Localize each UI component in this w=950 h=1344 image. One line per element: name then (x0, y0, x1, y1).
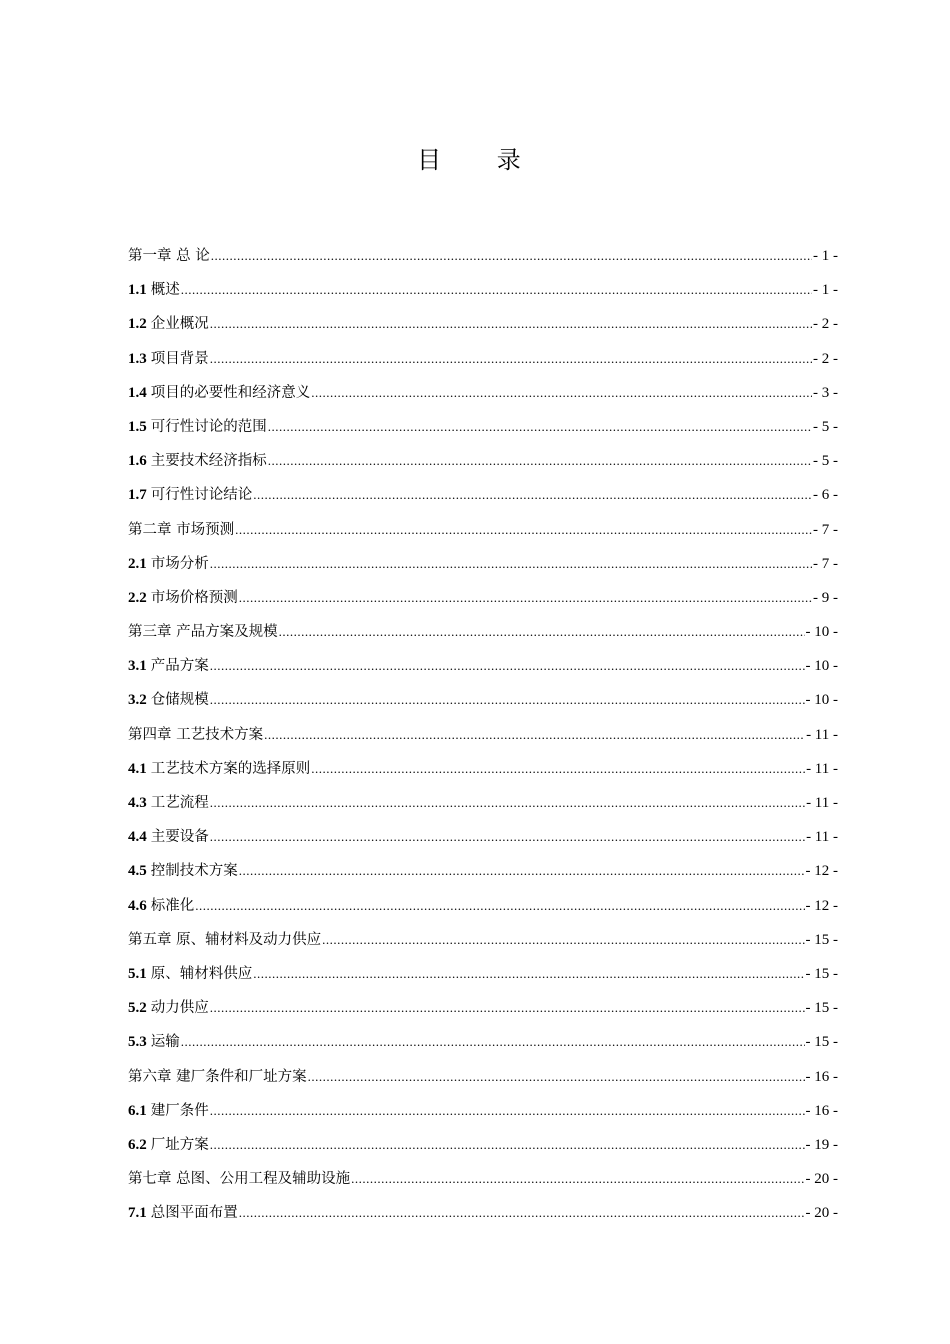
toc-entry-text: 仓储规模 (150, 692, 209, 709)
toc-entry-page: - 16 - (805, 1068, 838, 1085)
toc-dot-leader (322, 923, 804, 957)
toc-entry-page: - 15 - (805, 965, 838, 982)
toc-entry-text: 动力供应 (150, 1000, 209, 1017)
toc-dot-leader (311, 376, 812, 410)
toc-entry-number: 1.7 (128, 487, 147, 504)
toc-entry-text: 第六章 建厂条件和厂址方案 (128, 1068, 307, 1085)
toc-entry-number: 5.3 (128, 1034, 147, 1051)
toc-entry-text: 第五章 原、辅材料及动力供应 (128, 931, 322, 948)
toc-dot-leader (210, 991, 805, 1025)
toc-entry-page: - 6 - (813, 487, 838, 504)
toc-entry[interactable] (128, 649, 838, 683)
toc-entry-text: 工艺流程 (150, 795, 209, 811)
toc-entry-text: 原、辅材料供应 (150, 965, 253, 982)
toc-entry-page: - 10 - (805, 658, 838, 675)
toc-entry-text: 第一章 总 论 (128, 248, 210, 264)
toc-entry-number: 2.2 (128, 589, 147, 606)
toc-entry-text: 建厂条件 (150, 1102, 209, 1119)
toc-dot-leader (264, 718, 805, 752)
toc-dot-leader (239, 581, 812, 615)
toc-dot-leader (239, 1196, 805, 1230)
toc-entry-number: 2.1 (128, 555, 147, 572)
toc-entry-page: - 5 - (813, 453, 838, 470)
toc-entry-number: 1.4 (128, 384, 147, 401)
toc-entry-page: - 16 - (805, 1102, 838, 1119)
toc-entry-number: 1.6 (128, 453, 147, 470)
toc-entry[interactable] (128, 581, 838, 615)
toc-entry-text: 工艺技术方案的选择原则 (150, 760, 311, 777)
toc-dot-leader (253, 957, 804, 991)
toc-entry-number: 1.2 (128, 316, 147, 333)
toc-dot-leader (308, 1060, 805, 1094)
toc-dot-leader (210, 1128, 805, 1162)
toc-entry[interactable] (128, 889, 838, 923)
toc-entry-page: - 12 - (805, 897, 838, 914)
toc-entry[interactable] (128, 1025, 838, 1059)
toc-entry-page: - 11 - (806, 726, 838, 743)
toc-entry-number: 5.2 (128, 1000, 147, 1017)
toc-entry[interactable] (128, 1196, 838, 1230)
toc-dot-leader (268, 410, 812, 444)
toc-dot-leader (253, 478, 812, 512)
toc-entry-number: 6.2 (128, 1136, 147, 1153)
toc-entry-page: - 15 - (805, 931, 838, 948)
toc-entry-page: - 10 - (805, 692, 838, 709)
toc-entry-page: - 1 - (813, 248, 838, 264)
toc-entry-page: - 20 - (805, 1171, 838, 1188)
toc-entry-text: 第三章 产品方案及规模 (128, 624, 278, 641)
toc-entry-number: 1.5 (128, 418, 147, 435)
toc-entry-text: 主要技术经济指标 (150, 453, 267, 470)
toc-entry-page: - 20 - (805, 1205, 838, 1222)
toc-entry-text: 标准化 (150, 897, 195, 914)
toc-entry-text: 项目的必要性和经济意义 (150, 384, 311, 401)
toc-dot-leader (210, 820, 805, 854)
toc-entry-text: 产品方案 (150, 658, 209, 675)
toc-dot-leader (311, 752, 805, 786)
toc-entry[interactable] (128, 820, 838, 854)
toc-entry-text: 第七章 总图、公用工程及辅助设施 (128, 1171, 351, 1188)
toc-entry-page: - 10 - (805, 624, 838, 641)
toc-entry-page: - 9 - (813, 589, 838, 606)
toc-entry[interactable] (128, 786, 838, 820)
toc-dot-leader (235, 513, 812, 547)
toc-entry[interactable] (128, 683, 838, 717)
toc-entry[interactable] (128, 239, 838, 273)
toc-dot-leader (351, 1162, 804, 1196)
toc-entry-text: 主要设备 (150, 829, 209, 846)
toc-entry[interactable] (128, 273, 838, 307)
toc-entry-number: 1.3 (128, 350, 147, 367)
toc-entry-page: - 2 - (813, 350, 838, 367)
toc-entry[interactable] (128, 957, 838, 991)
toc-entry-text: 市场分析 (150, 555, 209, 572)
toc-entry-page: - 1 - (813, 282, 838, 299)
toc-dot-leader (211, 239, 812, 273)
toc-entry[interactable] (128, 376, 838, 410)
toc-entry-text: 厂址方案 (150, 1136, 209, 1153)
toc-entry-page: - 5 - (813, 418, 838, 435)
toc-entry-text: 市场价格预测 (150, 589, 238, 606)
toc-entry-page: - 11 - (806, 760, 838, 777)
toc-dot-leader (210, 307, 812, 341)
toc-dot-leader (210, 1094, 805, 1128)
toc-entry[interactable] (128, 1162, 838, 1196)
toc-entry[interactable] (128, 547, 838, 581)
toc-entry-number: 5.1 (128, 965, 147, 982)
toc-entry[interactable] (128, 478, 838, 512)
toc-entry-number: 4.3 (128, 795, 147, 811)
toc-entry[interactable] (128, 991, 838, 1025)
toc-entry[interactable] (128, 752, 838, 786)
toc-entry[interactable] (128, 1128, 838, 1162)
toc-entry-number: 1.1 (128, 282, 147, 299)
toc-entry-text: 可行性讨论结论 (150, 487, 253, 504)
toc-entry-number: 6.1 (128, 1102, 147, 1119)
toc-title: 目 录 (417, 146, 545, 174)
toc-entry[interactable] (128, 1094, 838, 1128)
toc-entry-page: - 2 - (813, 316, 838, 333)
toc-dot-leader (181, 273, 812, 307)
toc-dot-leader (181, 1025, 805, 1059)
toc-dot-leader (195, 889, 804, 923)
toc-entry[interactable] (128, 513, 838, 547)
toc-entry-number: 3.2 (128, 692, 147, 709)
toc-entry-text: 第二章 市场预测 (128, 521, 235, 538)
toc-entry[interactable] (128, 718, 838, 752)
toc-entry-number: 3.1 (128, 658, 147, 675)
toc-entry-page: - 15 - (805, 1034, 838, 1051)
toc-entry-text: 控制技术方案 (150, 863, 238, 880)
toc-dot-leader (279, 615, 805, 649)
toc-entry-page: - 7 - (813, 555, 838, 572)
toc-entry-text: 企业概况 (150, 316, 209, 333)
toc-entry-number: 4.4 (128, 829, 147, 846)
toc-entry-number: 7.1 (128, 1205, 147, 1222)
toc-entry-text: 第四章 工艺技术方案 (128, 726, 264, 743)
toc-dot-leader (268, 444, 812, 478)
toc-entry[interactable] (128, 342, 838, 376)
toc-dot-leader (210, 786, 805, 820)
toc-dot-leader (210, 547, 812, 581)
toc-entry-text: 概述 (150, 282, 180, 299)
toc-dot-leader (239, 854, 805, 888)
toc-entry[interactable] (128, 615, 838, 649)
toc-entry-text: 总图平面布置 (150, 1205, 238, 1222)
toc-entry[interactable] (128, 307, 838, 341)
toc-entry-text: 可行性讨论的范围 (150, 418, 267, 435)
toc-dot-leader (210, 649, 805, 683)
toc-entry-page: - 12 - (805, 863, 838, 880)
toc-entry-page: - 3 - (813, 384, 838, 401)
toc-entry-page: - 15 - (805, 1000, 838, 1017)
toc-dot-leader (210, 683, 805, 717)
toc-list (128, 239, 838, 1230)
toc-entry[interactable] (128, 1060, 838, 1094)
toc-entry-number: 4.5 (128, 863, 147, 880)
toc-entry-number: 4.1 (128, 760, 147, 777)
toc-dot-leader (210, 342, 812, 376)
toc-entry-page: - 19 - (805, 1136, 838, 1153)
toc-entry-text: 项目背景 (150, 350, 209, 367)
toc-entry-number: 4.6 (128, 897, 147, 914)
toc-entry[interactable] (128, 444, 838, 478)
toc-entry[interactable] (128, 410, 838, 444)
toc-entry-page: - 11 - (806, 795, 838, 811)
toc-entry[interactable] (128, 854, 838, 888)
toc-entry-page: - 7 - (813, 521, 838, 538)
toc-entry[interactable] (128, 923, 838, 957)
toc-entry-page: - 11 - (806, 829, 838, 846)
toc-entry-text: 运输 (150, 1034, 180, 1051)
